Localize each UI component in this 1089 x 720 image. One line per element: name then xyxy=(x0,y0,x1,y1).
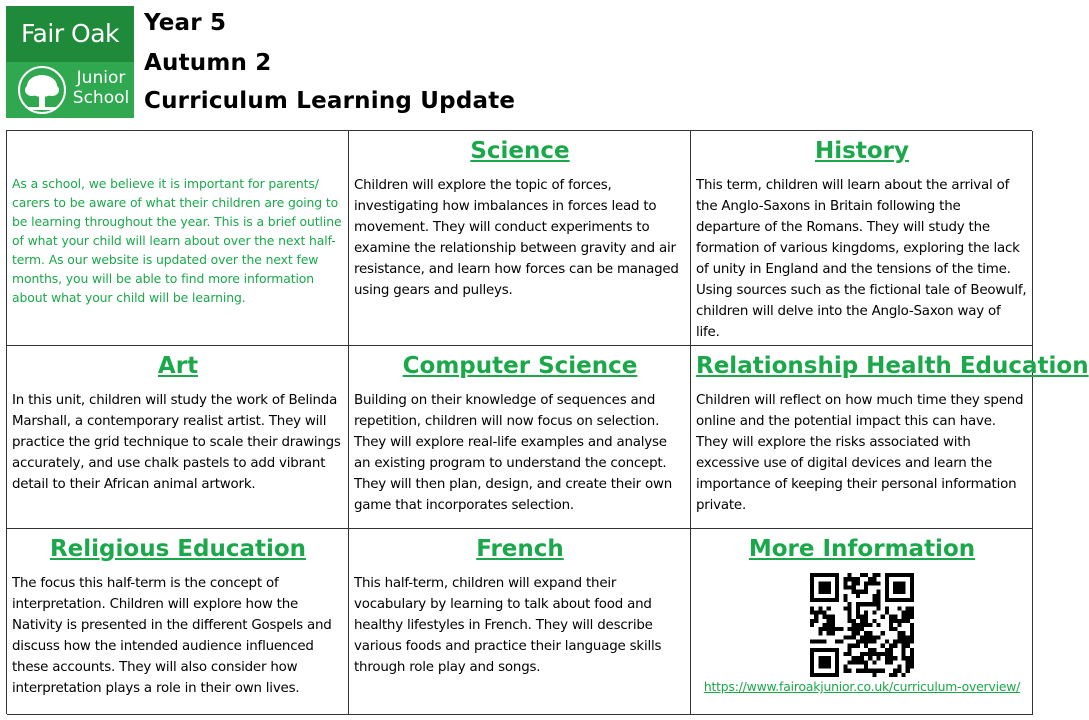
re-text: The focus this half-term is the concept of interpretation. Children will explore how the Nativity is presented in the different Gospels and discuss how the intended audience influenced these accounts. They will also consider how interpretation plays a role in their own lives. xyxy=(12,576,332,696)
curriculum-overview-link[interactable]: https://www.fairoakjunior.co.uk/curriculum-overview/ xyxy=(703,679,1021,694)
history-title: History xyxy=(815,138,909,164)
history-text: This term, children will learn about the arrival of the Anglo-Saxons in Britain following the departure of the Romans. They will study the formation of various kingdoms, exploring the lack of unity in England and the tensions of the time. Using sources such as the fictional tale of Beowulf, children will delve into the Anglo-Saxon way of life. xyxy=(696,178,1027,340)
science-text: Children will explore the topic of forces, investigating how imbalances in forces lead to movement. They will conduct experiments to examine the relationship between gravity and air resistance, and learn how forces can be managed using gears and pulleys. xyxy=(354,178,679,298)
french-title: French xyxy=(476,536,564,562)
page-title: Curriculum Learning Update xyxy=(144,88,516,114)
computer-science-text: Building on their knowledge of sequences and repetition, children will now focus on selection. They will explore real-life examples and analyse an existing program to understand the concept. They will then plan, design, and create their own game that incorporates selection. xyxy=(354,393,673,513)
re-title: Religious Education xyxy=(49,536,307,562)
art-cell xyxy=(7,346,349,529)
intro-cell xyxy=(7,131,349,346)
more-info-cell xyxy=(691,529,1033,715)
intro-text: As a school, we believe it is important for parents/ carers to be aware of what their children are going to be learning throughout the year. This is a brief outline of what your child will learn about over the next half-term. As our website is updated over the next few months, you will be able to find more information about what your child will be learning. xyxy=(12,175,342,305)
computer-science-cell xyxy=(349,346,691,529)
art-text: In this unit, children will study the work of Belinda Marshall, a contemporary realist artist. They will practice the grid technique to scale their drawings accurately, and use chalk pastels to add vibrant detail to their African animal artwork. xyxy=(12,393,341,492)
term-heading: Autumn 2 xyxy=(144,50,272,76)
art-title: Art xyxy=(157,353,199,379)
logo-subtitle xyxy=(70,68,132,108)
school-logo xyxy=(6,6,134,118)
rhe-cell xyxy=(691,346,1089,529)
french-text: This half-term, children will expand their vocabulary by learning to talk about food and healthy lifestyles in French. They will describe various foods and practice their language skills through role play and songs. xyxy=(354,576,662,675)
more-info-title: More Information xyxy=(748,536,976,562)
rhe-title: Relationship Health Education xyxy=(696,353,1089,379)
computer-science-title: Computer Science xyxy=(402,353,638,379)
logo-sub-line2: School xyxy=(72,88,130,108)
year-heading: Year 5 xyxy=(144,10,227,36)
logo-name: Fair Oak xyxy=(6,6,134,62)
qr-code-icon[interactable] xyxy=(810,573,914,677)
science-cell xyxy=(349,131,691,346)
logo-sub-line1: Junior xyxy=(76,68,126,88)
history-cell xyxy=(691,131,1033,346)
re-cell xyxy=(7,529,349,715)
tree-icon xyxy=(16,66,68,116)
french-cell xyxy=(349,529,691,715)
science-title: Science xyxy=(470,138,570,164)
rhe-text: Children will reflect on how much time they spend online and the potential impact this can have. They will explore the risks associated with excessive use of digital devices and learn the importance of keeping their personal information private. xyxy=(696,393,1024,513)
curriculum-grid xyxy=(6,130,1089,714)
